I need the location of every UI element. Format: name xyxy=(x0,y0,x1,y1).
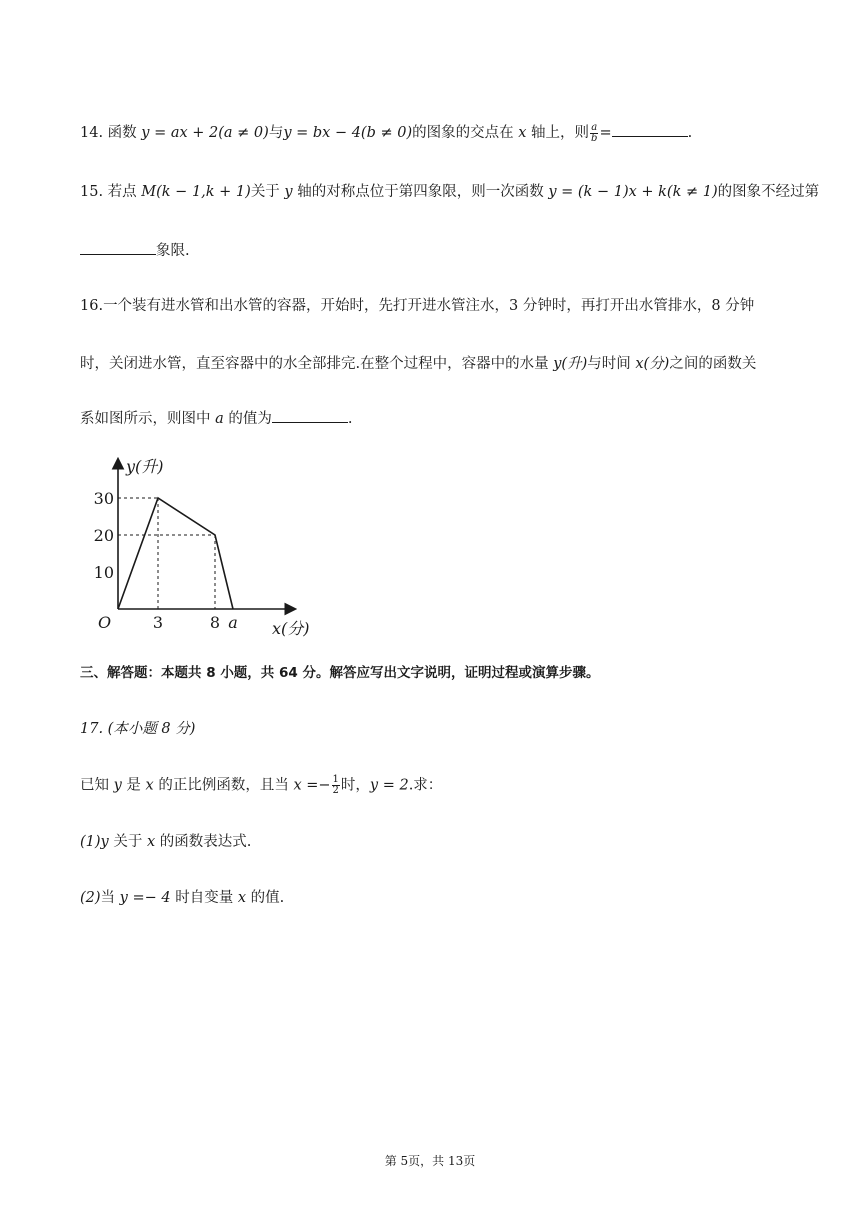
q17-p2: 是 xyxy=(126,777,141,794)
q14-formula-1: y = ax + 2(a ≠ 0) xyxy=(141,125,269,141)
q15-number: 15. xyxy=(80,184,104,200)
q16-number: 16. xyxy=(80,298,104,314)
q15-text-2: 关于 xyxy=(250,184,280,200)
q14-fraction xyxy=(590,123,598,144)
q14-x-var: x xyxy=(518,125,527,141)
q14-end: . xyxy=(687,125,693,141)
question-16-line-3 xyxy=(80,408,352,429)
q16-l2-x: x(分) xyxy=(635,356,670,372)
q15-answer-blank xyxy=(80,240,156,255)
question-15-line-2 xyxy=(80,240,190,261)
q16-l2-e: 之间的函数关 xyxy=(669,356,757,372)
q16-l3-var-a: a xyxy=(215,411,224,427)
q15-formula-2: y = (k − 1)x + k(k ≠ 1) xyxy=(548,184,718,200)
question-17-sub-1 xyxy=(80,832,251,852)
q17-p7: .求： xyxy=(408,777,443,794)
q15-text-3: 轴的对称点位于第四象限，则一次函数 xyxy=(297,184,544,200)
q17-p6: y = 2 xyxy=(369,777,409,794)
q17-frac-den: 2 xyxy=(332,785,339,796)
q17-fraction xyxy=(332,775,340,796)
origin-label: O xyxy=(98,613,112,632)
page-footer: 第 5页，共 13页 xyxy=(384,1154,476,1168)
q14-number: 14. xyxy=(80,125,104,141)
q17-sub2-label: (2) xyxy=(80,890,101,906)
y-tick-label-10: 10 xyxy=(93,563,114,582)
question-17-sub-2 xyxy=(80,888,284,908)
q16-l2-c: 与时间 xyxy=(587,356,631,372)
q17-sub2-x: x xyxy=(237,890,246,906)
y-axis-label: y(升) xyxy=(126,457,164,476)
y-tick-label-30: 30 xyxy=(93,489,114,508)
question-16 xyxy=(80,296,754,316)
q14-frac-num: a xyxy=(591,121,598,133)
q17-sub2-c: 的值. xyxy=(250,890,285,906)
x-axis-label: x(分) xyxy=(272,619,310,638)
q17-sub2-a: 当 xyxy=(100,890,116,906)
q16-l2-y: y(升) xyxy=(553,356,588,372)
q17-y-var: y xyxy=(113,777,122,794)
q16-answer-blank xyxy=(272,408,348,423)
q17-x-var: x xyxy=(145,777,154,794)
q16-l3-a: 系如图所示，则图中 xyxy=(80,411,211,427)
question-17-header: 17. (本小题 8 分) xyxy=(80,721,196,737)
x-tick-label-a: a xyxy=(228,613,238,632)
q17-sub1-x: x xyxy=(146,834,156,850)
q14-equals: = xyxy=(599,125,612,141)
q17-sub1-y: y xyxy=(100,834,109,850)
q15-line-2-text: 象限. xyxy=(156,243,190,259)
q17-sub2-formula: y =− 4 xyxy=(119,890,171,906)
q16-l3-c: 的值为 xyxy=(228,411,272,427)
q14-formula-2: y = bx − 4(b ≠ 0) xyxy=(283,125,413,141)
q15-formula-1: M(k − 1,k + 1) xyxy=(141,184,251,200)
dashed-guides xyxy=(118,498,215,609)
q14-frac-den: b xyxy=(591,132,598,144)
q15-text-1: 若点 xyxy=(107,184,137,200)
series-line xyxy=(118,498,233,609)
question-17-stem xyxy=(80,775,442,796)
q17-p5: 时， xyxy=(340,777,370,794)
q17-p4: x =− xyxy=(293,777,331,794)
q17-sub1-b: 的函数表达式. xyxy=(159,834,252,850)
water-volume-graph xyxy=(90,450,350,650)
section-3-title-c: 分。解答应写出文字说明，证明过程或演算步骤。 xyxy=(302,665,600,681)
section-3-n2: 64 xyxy=(279,665,298,681)
q17-p3: 的正比例函数，且当 xyxy=(158,777,289,794)
q15-text-4: 的图象不经过第 xyxy=(717,184,820,200)
q17-frac-num: 1 xyxy=(332,774,339,785)
question-16-line-2 xyxy=(80,354,756,374)
question-15 xyxy=(80,182,819,202)
x-tick-label-3: 3 xyxy=(152,613,164,632)
section-3-title-b: 小题，共 xyxy=(220,665,275,681)
q14-text-1: 函数 xyxy=(107,125,137,141)
q17-sub1-a: 关于 xyxy=(113,834,143,850)
q16-l3-d: . xyxy=(347,411,353,427)
section-3-n1: 8 xyxy=(206,665,216,681)
q14-text-3: 的图象的交点在 xyxy=(412,125,514,141)
axis-tick-labels xyxy=(94,489,238,632)
q16-l2-a: 时，关闭进水管，直至容器中的水全部排完.在整个过程中，容器中的水量 xyxy=(80,356,549,372)
q17-sub1-label: (1) xyxy=(80,834,101,850)
section-3-title-a: 三、解答题：本题共 xyxy=(80,665,202,681)
q14-answer-blank xyxy=(612,122,688,137)
question-14 xyxy=(80,122,692,144)
q14-text-4: 轴上，则 xyxy=(531,125,590,141)
q16-line-1: 一个装有进水管和出水管的容器，开始时，先打开进水管注水，3 分钟时，再打开出水管排水，8 分钟 xyxy=(103,298,755,314)
x-tick-label-8: 8 xyxy=(209,613,221,632)
q14-text-2: 与 xyxy=(268,125,284,141)
section-3-title xyxy=(80,663,600,683)
q17-p1: 已知 xyxy=(80,777,109,794)
y-tick-label-20: 20 xyxy=(93,526,114,545)
q15-y-var: y xyxy=(284,184,293,200)
q17-sub2-b: 时自变量 xyxy=(175,890,234,906)
